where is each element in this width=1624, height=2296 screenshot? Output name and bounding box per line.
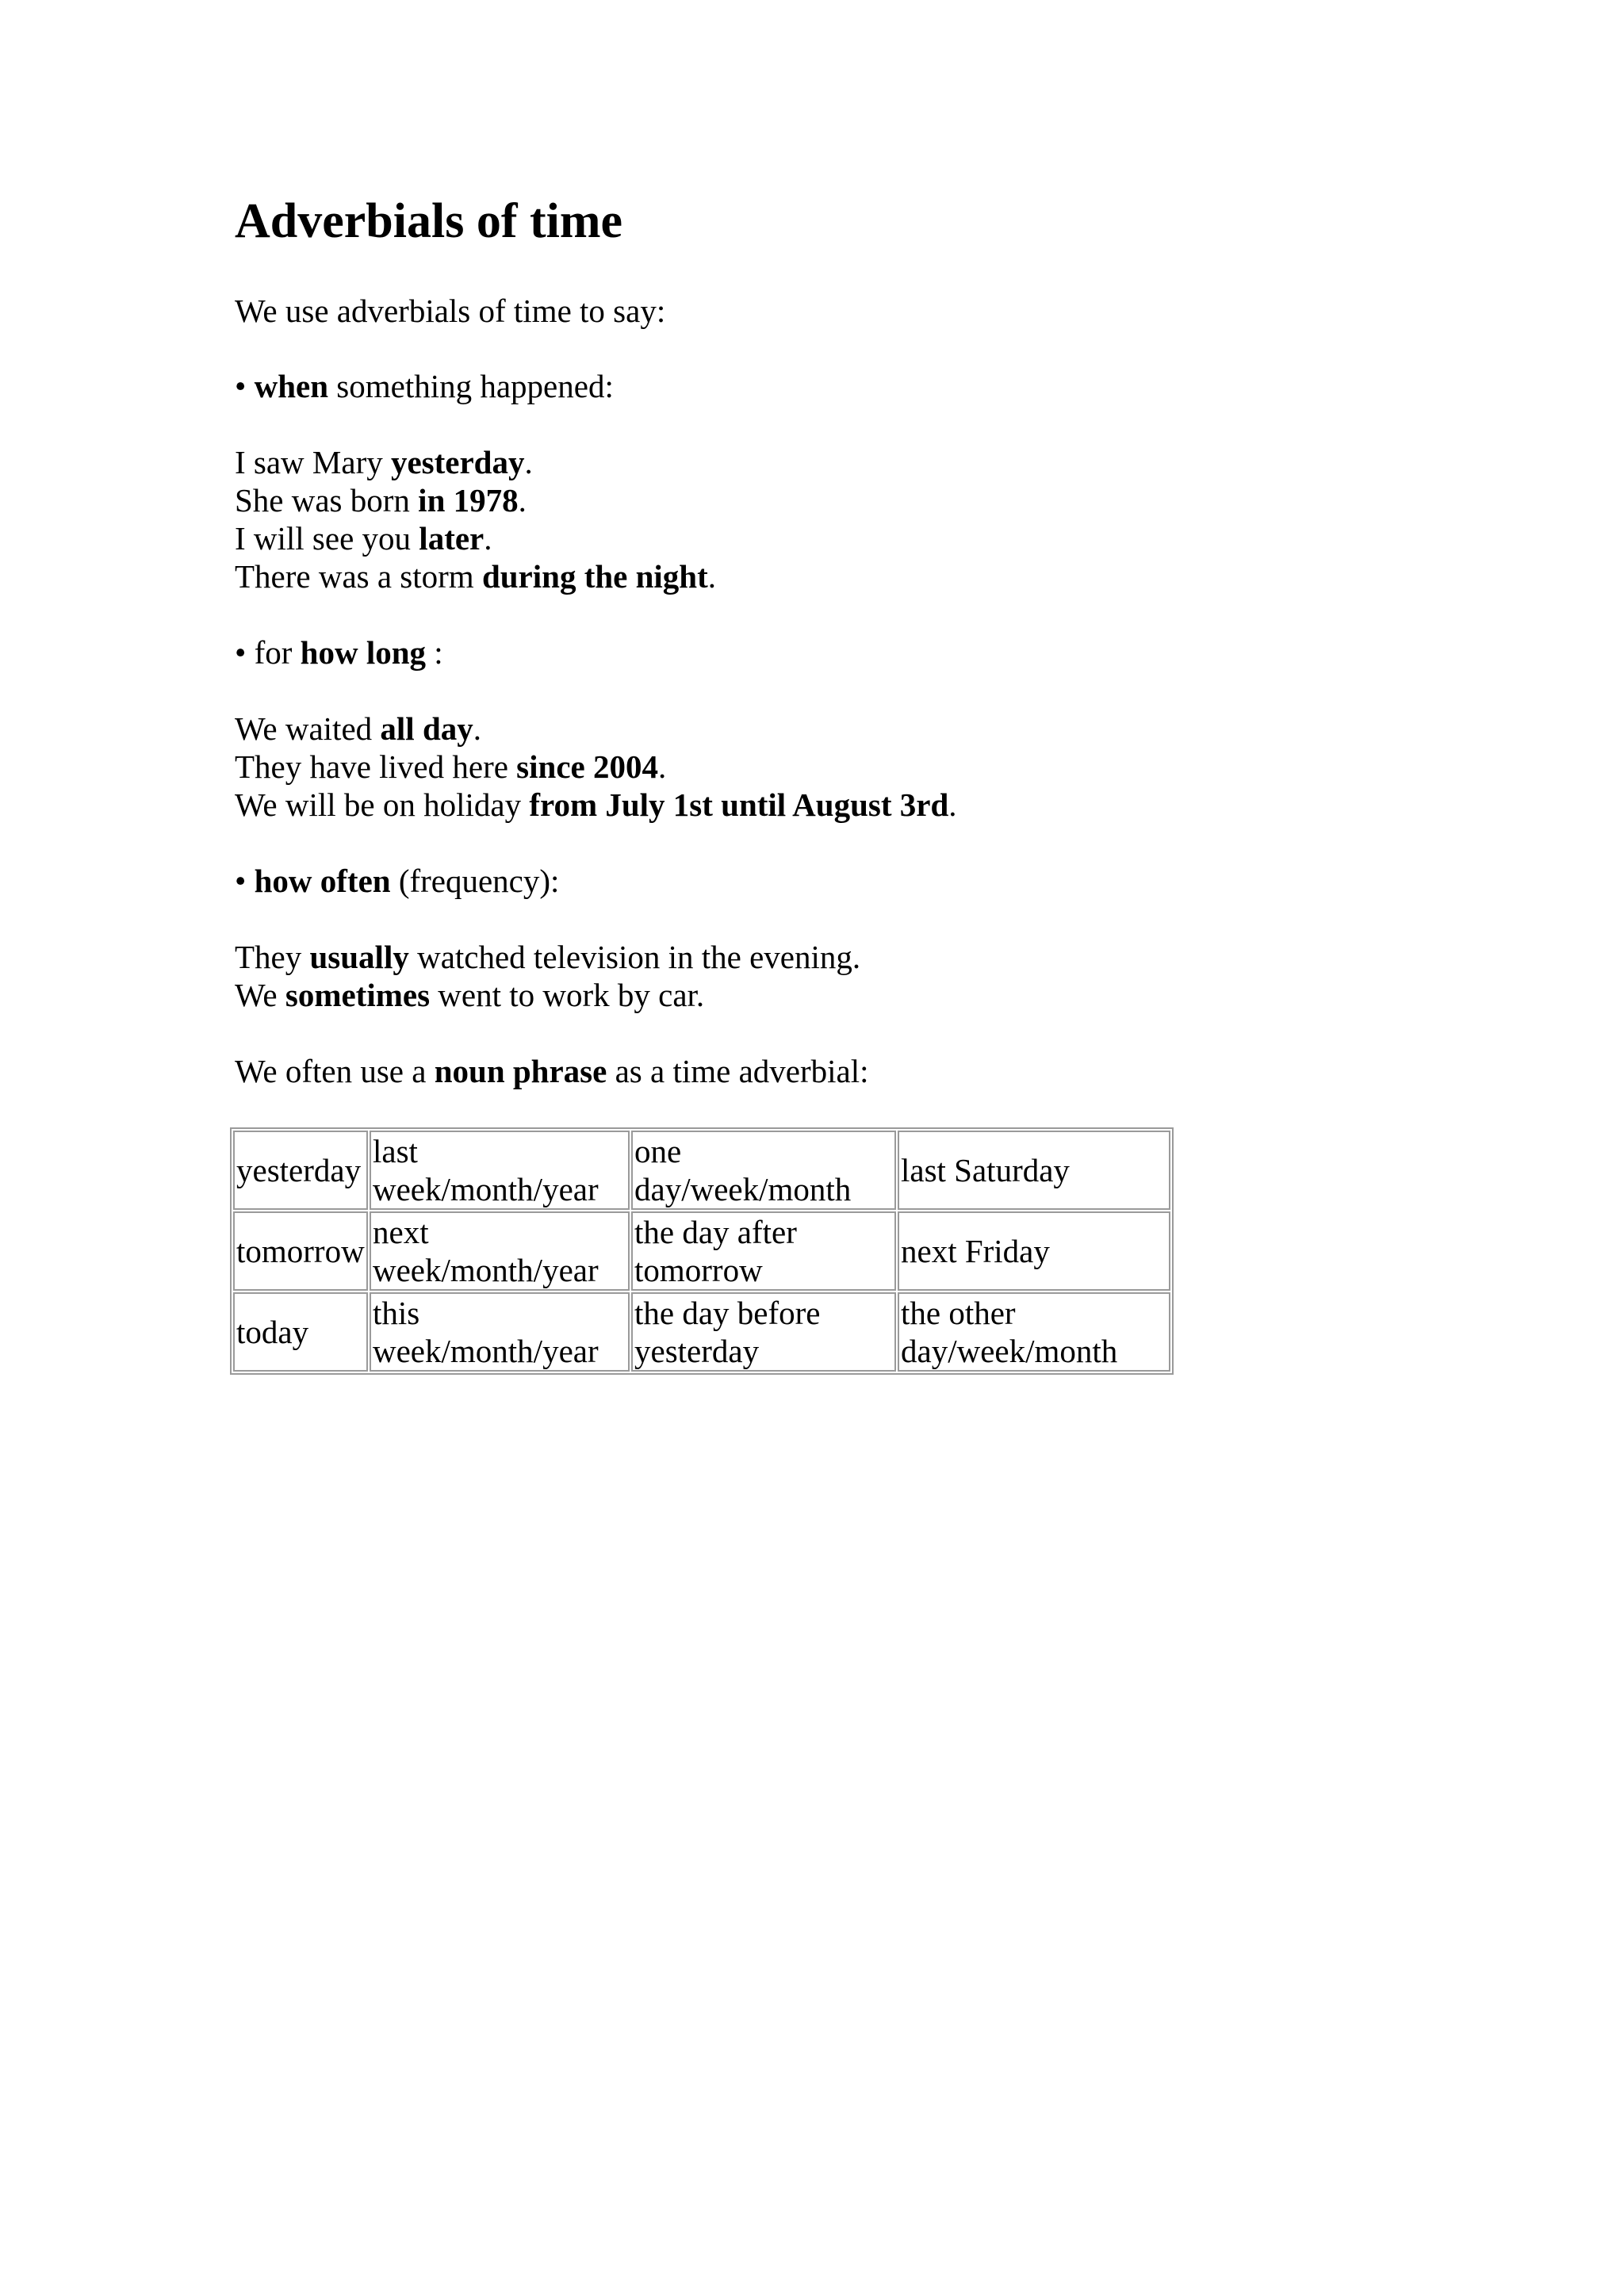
example-adverbial: during the night [481,558,708,595]
table-cell: the day before yesterday [631,1292,896,1372]
example-adverbial: yesterday [390,444,525,480]
table-cell: last week/month/year [370,1131,630,1210]
time-adverbial-table [230,1127,1174,1375]
example-sentence [235,519,492,557]
example-sentence [235,786,957,824]
example-text: went to work by car. [430,977,705,1013]
example-sentence [235,481,527,519]
bullet-text: • [235,368,255,404]
example-text: . [473,710,481,747]
table-cell: tomorrow [233,1211,368,1291]
page-title: Adverbials of time [235,194,623,248]
body-text: We often use a [235,1053,435,1089]
table-cell: next Friday [898,1211,1170,1291]
example-adverbial: from July 1st until August 3rd [529,786,949,823]
bullet-how-long [235,633,443,672]
example-sentence [235,710,481,748]
example-text: . [524,444,533,480]
example-text: I saw Mary [235,444,391,480]
example-sentence [235,976,704,1014]
example-text: We [235,977,285,1013]
noun-phrase-text [235,1052,869,1090]
bullet-text: : [426,634,443,671]
table-cell: last Saturday [898,1131,1170,1210]
example-text: We waited [235,710,381,747]
bullet-keyword: how long [300,634,427,671]
intro-text: We use adverbials of time to say: [235,293,666,329]
body-text: as a time adverbial: [607,1053,869,1089]
bullet-keyword: how often [254,863,391,899]
example-text: . [707,558,717,595]
example-adverbial: usually [309,939,409,975]
example-text: I will see you [235,520,419,557]
example-adverbial: later [419,520,485,557]
table-cell: next week/month/year [370,1211,630,1291]
bullet-text: • [235,863,255,899]
example-text: They have lived here [235,748,517,785]
example-text: . [484,520,492,557]
example-text: We will be on holiday [235,786,530,823]
example-text: . [518,482,527,519]
bullet-when [235,367,614,405]
bullet-text: (frequency): [390,863,560,899]
example-text: She was born [235,482,419,519]
table-cell: one day/week/month [631,1131,896,1210]
example-sentence [235,443,533,481]
body-keyword: noun phrase [434,1053,607,1089]
example-text: There was a storm [235,558,482,595]
example-text: . [948,786,957,823]
table-cell: the day after tomorrow [631,1211,896,1291]
example-sentence [235,748,666,786]
table-row [233,1211,1170,1291]
bullet-text: something happened: [328,368,614,404]
example-text: watched television in the evening. [408,939,861,975]
example-sentence [235,557,716,595]
bullet-keyword: when [254,368,329,404]
example-text: They [235,939,310,975]
example-adverbial: sometimes [285,977,431,1013]
table-row [233,1292,1170,1372]
table-cell: this week/month/year [370,1292,630,1372]
bullet-text: • for [235,634,301,671]
table-cell: yesterday [233,1131,368,1210]
example-adverbial: since 2004 [516,748,658,785]
example-text: . [657,748,667,785]
table-cell: today [233,1292,368,1372]
table-cell: the other day/week/month [898,1292,1170,1372]
bullet-how-often [235,862,559,900]
example-adverbial: in 1978 [418,482,519,519]
table-row [233,1131,1170,1210]
example-sentence [235,938,860,976]
example-adverbial: all day [380,710,473,747]
